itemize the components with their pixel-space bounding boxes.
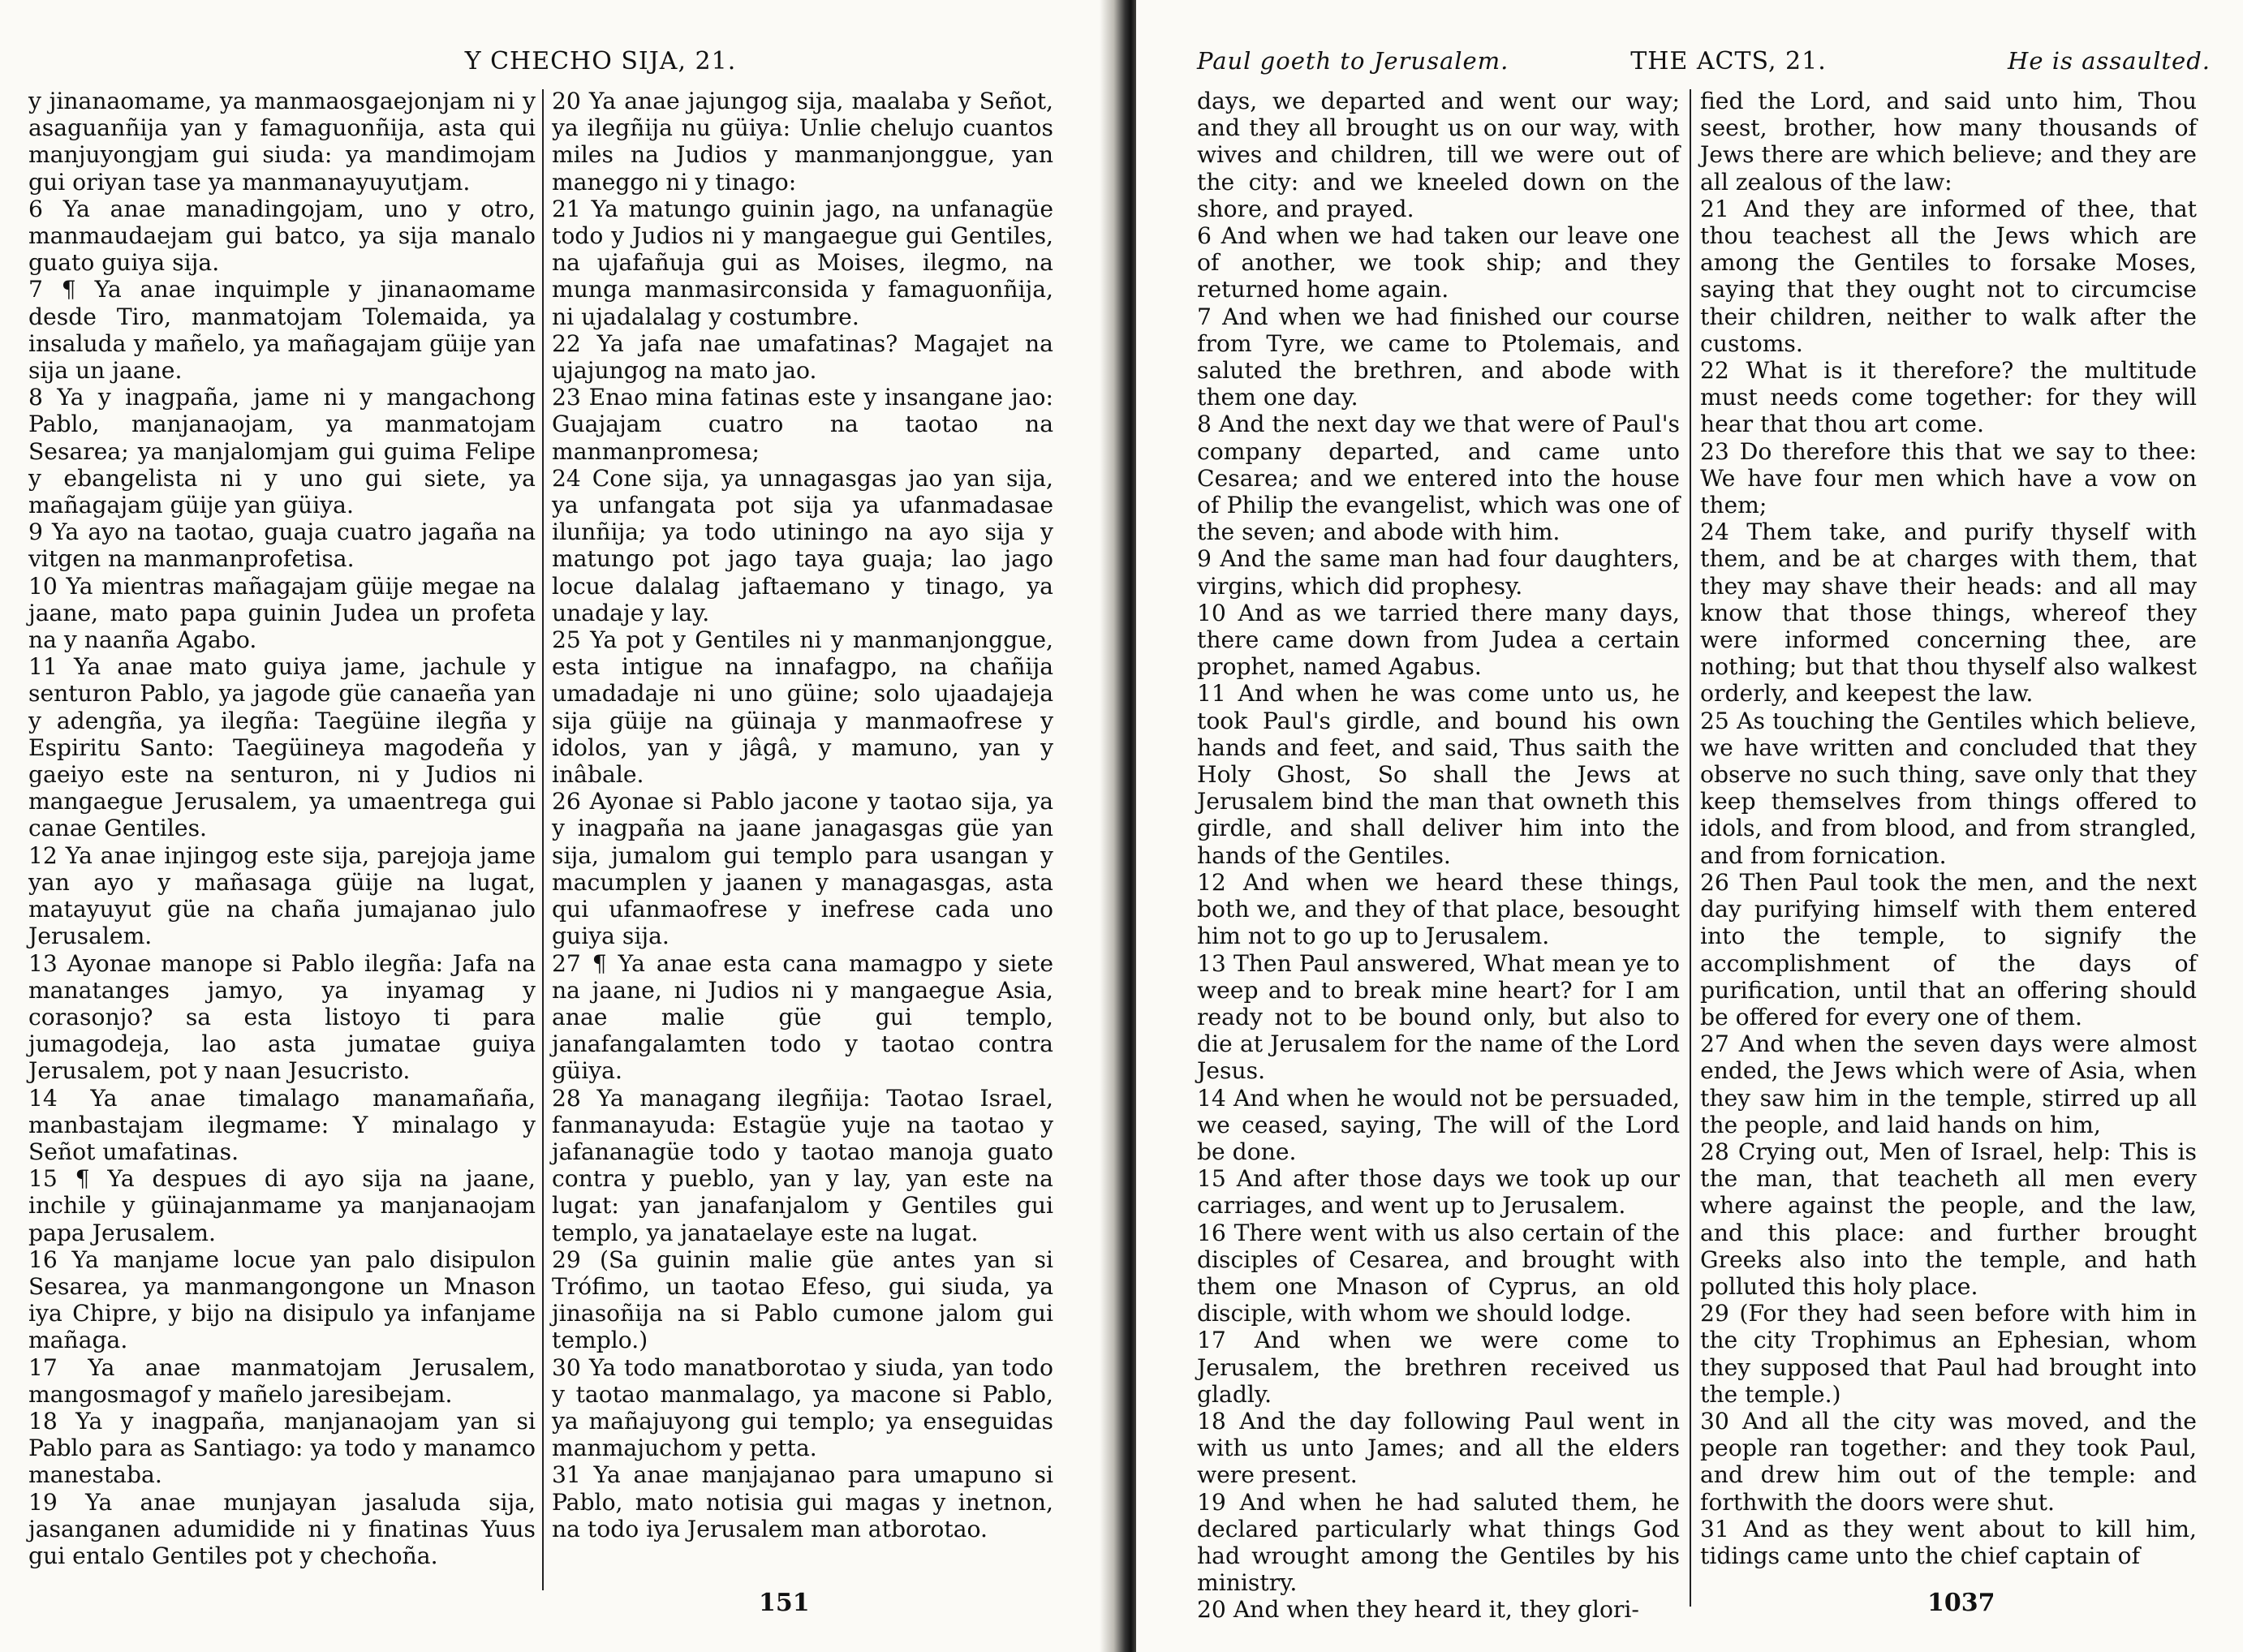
- verse-paragraph: 10 Ya mientras mañagajam güije megae na jaane, mato papa guinin Judea un profeta na y naanña Agabo.: [28, 572, 536, 654]
- verse-paragraph: 31 Ya anae manjajanao para umapuno si Pablo, mato notisia gui magas y inetnon, na todo iya Jerusalem man atborotao.: [552, 1461, 1053, 1542]
- verse-paragraph: 27 And when the seven days were almost ended, the Jews which were of Asia, when they saw him in the temple, stirred up all the people, and laid hands on him,: [1700, 1030, 2197, 1138]
- left-column-1: [28, 88, 536, 1569]
- verse-paragraph: 18 And the day following Paul went in with us unto James; and all the elders were present.: [1197, 1407, 1680, 1489]
- right-page-number: 1037: [1927, 1589, 1995, 1617]
- verse-paragraph: 28 Crying out, Men of Israel, help: This is the man, that teacheth all men every where against the people, and the law, and this place: and further brought Greeks also into the temple, and hath polluted this holy place.: [1700, 1138, 2197, 1300]
- verse-paragraph: 14 And when he would not be persuaded, we ceased, saying, The will of the Lord be done.: [1197, 1084, 1680, 1165]
- verse-paragraph: 7 ¶ Ya anae inquimple y jinanaomame desde Tiro, manmatojam Tolemaida, ya insaluda y mañelo, ya mañagajam güije yan sija un jaane.: [28, 276, 536, 385]
- verse-paragraph: 12 Ya anae injingog este sija, parejoja jame yan ayo y mañasaga güije na lugat, matayuyut güe na chaña jumajanao julo Jerusalem.: [28, 841, 536, 950]
- verse-paragraph: 20 And when they heard it, they glori-: [1197, 1596, 1639, 1624]
- left-page: [0, 0, 1112, 1652]
- verse-paragraph: 6 Ya anae manadingojam, uno y otro, manmaudaejam gui batco, ya sija manalo guato guiya sija.: [28, 195, 536, 277]
- verse-paragraph: 22 What is it therefore? the multitude must needs come together: for they will hear that thou art come.: [1700, 357, 2197, 438]
- verse-paragraph: 7 And when we had finished our course from Tyre, we came to Ptolemais, and saluted the brethren, and abode with them one day.: [1197, 303, 1680, 411]
- verse-paragraph: 29 (Sa guinin malie güe antes yan si Trófimo, un taotao Efeso, gui siuda, ya jinasoñija na si Pablo cumone jalom gui templo.): [552, 1245, 1053, 1354]
- verse-paragraph: 27 ¶ Ya anae esta cana mamagpo y siete na jaane, ni Judios ni y mangaegue Asia, anae malie güe gui templo, janafangalamten todo y taotao contra güiya.: [552, 949, 1053, 1085]
- left-column-2: [552, 88, 1053, 1542]
- verse-paragraph: 20 Ya anae jajungog sija, maalaba y Señot, ya ilegñija nu güiya: Unlie chelujo cuantos miles na Judios y manmanjonggue, yan maneggo ni y tinago:: [552, 88, 1053, 196]
- verse-paragraph: 19 Ya anae munjayan jasaluda sija, jasanganen adumidide ni y finatinas Yuus gui entalo Gentiles pot y chechoña.: [28, 1488, 536, 1569]
- right-running-header-center: THE ACTS, 21.: [1630, 47, 1827, 75]
- verse-paragraph: 30 And all the city was moved, and the people ran together: and they took Paul, and drew him out of the temple: and forthwith the doors were shut.: [1700, 1407, 2197, 1516]
- verse-paragraph: 6 And when we had taken our leave one of another, we took ship; and they returned home again.: [1197, 222, 1680, 303]
- verse-paragraph: 18 Ya y inagpaña, manjanaojam yan si Pablo para as Santiago: ya todo y manamco manestaba.: [28, 1407, 536, 1489]
- verse-paragraph: 13 Ayonae manope si Pablo ilegña: Jafa na manatanges jamyo, ya inyamag y corasonjo? sa esta listoyo ti para jumagodeja, lao asta jumatae guiya Jerusalem, pot y naan Jesucristo.: [28, 949, 536, 1085]
- verse-paragraph: days, we departed and went our way; and they all brought us on our way, with wives and children, till we were out of the city: and we kneeled down on the shore, and prayed.: [1197, 88, 1680, 222]
- verse-paragraph: 9 And the same man had four daughters, virgins, which did prophesy.: [1197, 545, 1680, 600]
- verse-paragraph: 14 Ya anae timalago manamañaña, manbastajam ilegmame: Y minalago y Señot umafatinas.: [28, 1084, 536, 1165]
- verse-paragraph: 10 And as we tarried there many days, there came down from Judea a certain prophet, named Agabus.: [1197, 599, 1680, 681]
- left-column-rule: [542, 89, 544, 1590]
- verse-paragraph: 29 (For they had seen before with him in the city Trophimus an Ephesian, whom they supposed that Paul had brought into the temple.): [1700, 1300, 2197, 1408]
- verse-paragraph: 8 And the next day we that were of Paul's company departed, and came unto Cesarea; and we entered into the house of Philip the evangelist, which was one of the seven; and abode with him.: [1197, 411, 1680, 546]
- verse-paragraph: 15 ¶ Ya despues di ayo sija na jaane, inchile y güinajanmame ya manjanaojam papa Jerusalem.: [28, 1165, 536, 1246]
- verse-paragraph: 12 And when we heard these things, both we, and they of that place, besought him not to go up to Jerusalem.: [1197, 868, 1680, 950]
- right-column-2: [1700, 88, 2197, 1569]
- right-running-header-left: Paul goeth to Jerusalem.: [1197, 47, 1509, 75]
- verse-paragraph: 23 Do therefore this that we say to thee: We have four men which have a vow on them;: [1700, 437, 2197, 519]
- verse-paragraph: 11 Ya anae mato guiya jame, jachule y senturon Pablo, ya jagode güe canaeña yan y adengña, ya ilegña: Taegüine ilegña y Espiritu Santo: Taegüineya magodeña y gaeiyo este na senturon, ni y Judios ni mangaegue Jerusalem, ya umaentrega gui canae Gentiles.: [28, 653, 536, 842]
- verse-paragraph: 13 Then Paul answered, What mean ye to weep and to break mine heart? for I am ready not to be bound only, but also to die at Jerusalem for the name of the Lord Jesus.: [1197, 949, 1680, 1085]
- verse-paragraph: 25 Ya pot y Gentiles ni y manmanjonggue, esta intigue na innafagpo, na chañija umadadaje ni uno güine; solo ujaadajeja sija güije na güinaja y manmaofrese y idolos, yan y jâgâ, y mamuno, yan y inâbale.: [552, 626, 1053, 789]
- right-page: [1136, 0, 2243, 1652]
- verse-paragraph: 21 Ya matungo guinin jago, na unfanagüe todo y Judios ni y mangaegue gui Gentiles, na ujafañuja gui as Moises, ilegmo, na munga manmasirconsida y famaguonñija, ni ujadalalag y costumbre.: [552, 195, 1053, 330]
- verse-paragraph: 31 And as they went about to kill him, tidings came unto the chief captain of: [1700, 1515, 2197, 1569]
- verse-paragraph: 30 Ya todo manatborotao y siuda, yan todo y taotao manmalago, ya macone si Pablo, ya mañajuyong gui templo; ya enseguidas manmajuchom y petta.: [552, 1353, 1053, 1462]
- verse-paragraph: 11 And when he was come unto us, he took Paul's girdle, and bound his own hands and feet, and said, Thus saith the Holy Ghost, So shall the Jews at Jerusalem bind the man that owneth this girdle, and shall deliver him into the hands of the Gentiles.: [1197, 680, 1680, 869]
- right-column-rule: [1690, 89, 1691, 1607]
- verse-paragraph: fied the Lord, and said unto him, Thou seest, brother, how many thousands of Jews there are which believe; and they are all zealous of the law:: [1700, 88, 2197, 196]
- verse-paragraph: 15 And after those days we took up our carriages, and went up to Jerusalem.: [1197, 1165, 1680, 1220]
- verse-paragraph: 17 And when we were come to Jerusalem, the brethren received us gladly.: [1197, 1327, 1680, 1408]
- verse-paragraph: 24 Cone sija, ya unnagasgas jao yan sija, ya unfangata pot sija ya ufanmadasae ilunñija; ya todo utiningo na ayo sija y matungo pot jago taya guaja; lao jago locue dalalag jaftaemano y tinago, ya unadaje y lay.: [552, 464, 1053, 626]
- right-column-1: [1197, 88, 1680, 1624]
- verse-paragraph: 23 Enao mina fatinas este y insangane jao: Guajajam cuatro na taotao na manmanpromesa;: [552, 384, 1053, 465]
- verse-paragraph: 21 And they are informed of thee, that thou teachest all the Jews which are among the Gentiles to forsake Moses, saying that they ought not to circumcise their children, neither to walk after the customs.: [1700, 195, 2197, 357]
- verse-paragraph: 16 Ya manjame locue yan palo disipulon Sesarea, ya manmangongone un Mnason iya Chipre, y bijo na disipulo ya infanjame mañaga.: [28, 1245, 536, 1354]
- right-running-header-right: He is assaulted.: [2008, 47, 2211, 75]
- verse-paragraph: 9 Ya ayo na taotao, guaja cuatro jagaña na vitgen na manmanprofetisa.: [28, 518, 536, 573]
- verse-paragraph: 22 Ya jafa nae umafatinas? Magajet na ujajungog na mato jao.: [552, 329, 1053, 385]
- verse-paragraph: 26 Ayonae si Pablo jacone y taotao sija, ya y inagpaña na jaane janagasgas güe yan sija, jumalom gui templo para usangan y macumplen y jaanen y managasgas, asta qui ufanmaofrese y inefrese cada uno guiya sija.: [552, 788, 1053, 950]
- verse-paragraph: 19 And when he had saluted them, he declared particularly what things God had wrought among the Gentiles by his ministry.: [1197, 1488, 1680, 1597]
- verse-paragraph: 8 Ya y inagpaña, jame ni y mangachong Pablo, manjanaojam, ya manmatojam Sesarea; ya manjalomjam gui guima Felipe y ebangelista ni y uno gui siete, ya mañagajam güije yan güiya.: [28, 384, 536, 519]
- verse-paragraph: 16 There went with us also certain of the disciples of Cesarea, and brought with them one Mnason of Cyprus, an old disciple, with whom we should lodge.: [1197, 1219, 1680, 1327]
- verse-paragraph: 26 Then Paul took the men, and the next day purifying himself with them entered into the temple, to signify the accomplishment of the days of purification, until that an offering should be offered for every one of them.: [1700, 868, 2197, 1030]
- verse-paragraph: 28 Ya managang ilegñija: Taotao Israel, fanmanayuda: Estagüe yuje na taotao y jafananagüe todo y taotao manoja guato contra y pueblo, yan y lay, yan este na lugat: yan janafanjalom y Gentiles gui templo, ya janataelaye este na lugat.: [552, 1084, 1053, 1246]
- left-page-number: 151: [759, 1589, 810, 1617]
- verse-paragraph: 17 Ya anae manmatojam Jerusalem, mangosmagof y mañelo jaresibejam.: [28, 1353, 536, 1408]
- verse-paragraph: 24 Them take, and purify thyself with them, and be at charges with them, that they may shave their heads: and all may know that those things, whereof they were informed concerning thee, are nothing; but that thou thyself also walkest orderly, and keepest the law.: [1700, 518, 2197, 708]
- verse-paragraph: 25 As touching the Gentiles which believe, we have written and concluded that they observe no such thing, save only that they keep themselves from things offered to idols, and from blood, and from strangled, and from fornication.: [1700, 707, 2197, 869]
- left-running-header: Y CHECHO SIJA, 21.: [464, 47, 737, 75]
- verse-paragraph: y jinanaomame, ya manmaosgaejonjam ni y asaguanñija yan y famaguonñija, asta qui manjuyongjam gui siuda: ya mandimojam gui oriyan tase ya manmanayuyutjam.: [28, 88, 536, 196]
